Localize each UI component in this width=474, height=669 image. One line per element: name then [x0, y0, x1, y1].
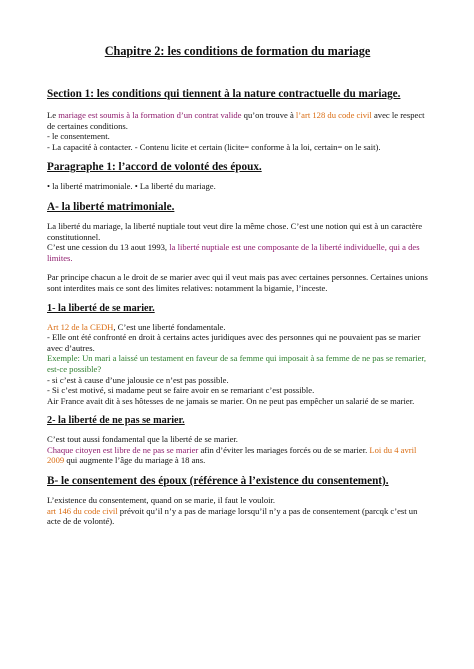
sub-2-heading: 2- la liberté de ne pas se marier.: [47, 415, 185, 427]
sub-2-text: [47, 434, 428, 466]
part-a-text-1: La liberté du mariage, la liberté nuptiale tout veut dire la même chose. C’est une notion qui est à un caractère constitutionnel.: [47, 220, 423, 242]
sub-1-example: Exemple: Un mari a laissé un testament en faveur de sa femme qui imposait à sa femme de ne pas se remarier, est-ce possible?: [47, 353, 427, 374]
sub-1-line-4: - Si c’est motivé, si madame peut se faire avoir en se remariant c’est possible.: [47, 385, 315, 396]
sub-1-text: [47, 322, 428, 407]
intro-text-1: Le: [47, 110, 59, 120]
section-1-intro: [47, 110, 428, 152]
sub-2-line-2: [47, 445, 428, 466]
sub-2-text-d: qui augmente l’âge du mariage à 18 ans.: [64, 455, 206, 466]
part-a-highlight-liberte: la liberté nuptiale est une composante de la liberté individuelle, qui a des limites.: [47, 242, 420, 263]
part-b-line-2: [47, 506, 428, 527]
intro-text-3: avec le respect de certaines conditions.: [47, 110, 425, 131]
part-b-article-reference: art 146 du code civil: [47, 505, 118, 516]
sub-1-line-3: - si c’est à cause d’une jalousie ce n’est pas possible.: [47, 374, 229, 385]
paragraph-1-bullets: [47, 181, 428, 192]
intro-text-2: qu’on trouve à: [241, 110, 296, 120]
part-b-text: [47, 495, 428, 527]
sub-1-line-2: - Elle ont été confronté en droit à certains actes juridiques avec des personnes qui ne pouvaient pas se marier avec d’autres.: [47, 332, 421, 353]
part-a-principle: [47, 272, 428, 293]
section-1-heading: Section 1: les conditions qui tiennent à la nature contractuelle du mariage.: [47, 88, 401, 100]
intro-sentence: [47, 110, 428, 131]
part-a-text-2: [47, 242, 428, 263]
sub-1-article-reference: Art 12 de la CEDH: [47, 321, 114, 332]
intro-list-item-capacite: - La capacité à contacter. - Contenu licite et certain (licite= conforme à la loi, certain= on le sait).: [47, 141, 381, 152]
part-a-text-3: Par principe chacun a le droit de se marier avec qui il veut mais pas avec certaines personnes. Certaines unions sont interdites mais ce sont des limites relatives: notamment la bigamie, l’inceste.: [47, 272, 428, 293]
bullet-line: • la liberté matrimoniale. • La liberté du mariage.: [47, 181, 216, 192]
sub-2-line-1: C’est tout aussi fondamental que la liberté de se marier.: [47, 434, 238, 445]
part-b-line-1: L’existence du consentement, quand on se marie, il faut le vouloir.: [47, 495, 276, 506]
part-a-heading: A- la liberté matrimoniale.: [47, 200, 175, 213]
sub-2-law-reference: Loi du 4 avril 2009: [47, 444, 417, 466]
part-a-cession: C’est une cession du 13 aout 1993,: [47, 242, 170, 253]
sub-1-line-5: Air France avait dit à ses hôtesses de ne jamais se marier. On ne peut pas empêcher un salarié de se marier.: [47, 395, 415, 406]
sub-1-text-a: , C’est une liberté fondamentale.: [113, 321, 226, 332]
sub-2-highlight-citoyen: Chaque citoyen est libre de ne pas se marier: [47, 444, 199, 455]
intro-highlight-mariage: mariage est soumis à la formation d’un contrat valide: [58, 110, 242, 120]
part-a-text: [47, 221, 428, 263]
part-b-text-b: prévoit qu’il n’y a pas de mariage lorsqu’il n’y a pas de consentement (parcqk c’est un acte de de volonté).: [47, 505, 418, 527]
intro-article-reference: l’art 128 du code civil: [295, 110, 372, 120]
intro-list-item-consentement: - le consentement.: [47, 131, 110, 142]
sub-1-heading: 1- la liberté de se marier.: [47, 302, 155, 314]
sub-1-line-1: [47, 322, 428, 333]
sub-2-text-b: afin d’éviter les mariages forcés ou de se marier.: [198, 444, 370, 455]
part-b-heading: B- le consentement des époux (référence à l’existence du consentement).: [47, 475, 389, 488]
chapter-title: Chapitre 2: les conditions de formation du mariage: [104, 44, 371, 58]
paragraph-1-heading: Paragraphe 1: l’accord de volonté des époux.: [47, 161, 262, 174]
